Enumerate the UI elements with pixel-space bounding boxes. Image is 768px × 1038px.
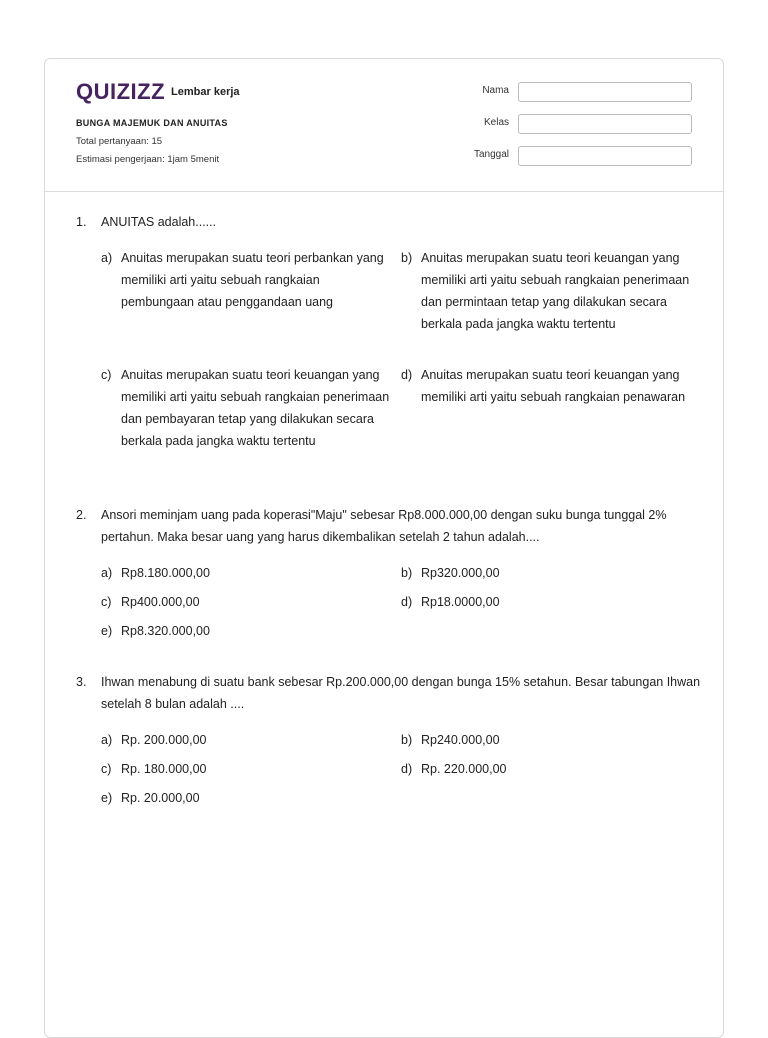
- option-text: Anuitas merupakan suatu teori keuangan yang memiliki arti yaitu sebuah rangkaian penerimaan dan pembayaran tetap yang dilakukan secara berkala pada jangka waktu tertentu: [121, 368, 390, 448]
- option-letter: c): [101, 595, 112, 609]
- option-letter: b): [401, 733, 413, 747]
- estimated-time: Estimasi pengerjaan: 1jam 5menit: [76, 154, 220, 165]
- option-letter: e): [101, 791, 113, 805]
- option-text: Anuitas merupakan suatu teori keuangan yang memiliki arti yaitu sebuah rangkaian penerimaan dan permintaan tetap yang dilakukan secara berkala pada jangka waktu tertentu: [421, 251, 690, 331]
- brand: [76, 79, 240, 105]
- option-letter: c): [101, 762, 112, 776]
- worksheet: [44, 58, 724, 1038]
- option-text: Anuitas merupakan suatu teori perbankan yang memiliki arti yaitu sebuah rangkaian pembungaan atau penggandaan uang: [121, 251, 384, 309]
- question-text: Ihwan menabung di suatu bank sebesar Rp.200.000,00 dengan bunga 15% setahun. Besar tabungan Ihwan setelah 8 bulan adalah ....: [101, 675, 701, 711]
- name-field[interactable]: [518, 82, 692, 102]
- total-questions: Total pertanyaan: 15: [76, 136, 163, 147]
- question-text: ANUITAS adalah......: [101, 215, 217, 229]
- question-number: 2.: [76, 508, 87, 522]
- option-text: Rp320.000,00: [421, 566, 500, 580]
- option-letter: a): [101, 733, 113, 747]
- option-text: Rp240.000,00: [421, 733, 500, 747]
- class-label: Kelas: [483, 117, 509, 128]
- option-text: Anuitas merupakan suatu teori keuangan yang memiliki arti yaitu sebuah rangkaian penawaran: [421, 368, 686, 404]
- option-letter: b): [401, 251, 413, 265]
- option-text: Rp8.180.000,00: [121, 566, 210, 580]
- option-text: Rp. 20.000,00: [121, 791, 200, 805]
- date-field[interactable]: [518, 146, 692, 166]
- option-letter: a): [101, 566, 113, 580]
- question-number: 1.: [76, 215, 87, 229]
- option-letter: b): [401, 566, 413, 580]
- name-label: Nama: [482, 85, 509, 96]
- option-text: Rp8.320.000,00: [121, 624, 210, 638]
- quiz-title: BUNGA MAJEMUK DAN ANUITAS: [76, 118, 228, 128]
- option-letter: c): [101, 368, 112, 382]
- option-letter: e): [101, 624, 113, 638]
- question-number: 3.: [76, 675, 87, 689]
- option-letter: d): [401, 368, 413, 382]
- option-text: Rp. 220.000,00: [421, 762, 507, 776]
- option-letter: a): [101, 251, 113, 265]
- option-text: Rp400.000,00: [121, 595, 200, 609]
- option-text: Rp. 200.000,00: [121, 733, 207, 747]
- question-text: Ansori meminjam uang pada koperasi"Maju" sebesar Rp8.000.000,00 dengan suku bunga tunggal 2% pertahun. Maka besar uang yang harus dikembalikan setelah 2 tahun adalah....: [101, 508, 667, 544]
- class-field[interactable]: [518, 114, 692, 134]
- date-label: Tanggal: [473, 149, 509, 160]
- sheet-type-label: Lembar kerja: [171, 86, 240, 98]
- option-text: Rp18.0000,00: [421, 595, 500, 609]
- option-letter: d): [401, 762, 413, 776]
- quizizz-logo: QUIZIZZ: [76, 79, 166, 104]
- option-text: Rp. 180.000,00: [121, 762, 207, 776]
- option-letter: d): [401, 595, 413, 609]
- worksheet-header: [45, 59, 723, 192]
